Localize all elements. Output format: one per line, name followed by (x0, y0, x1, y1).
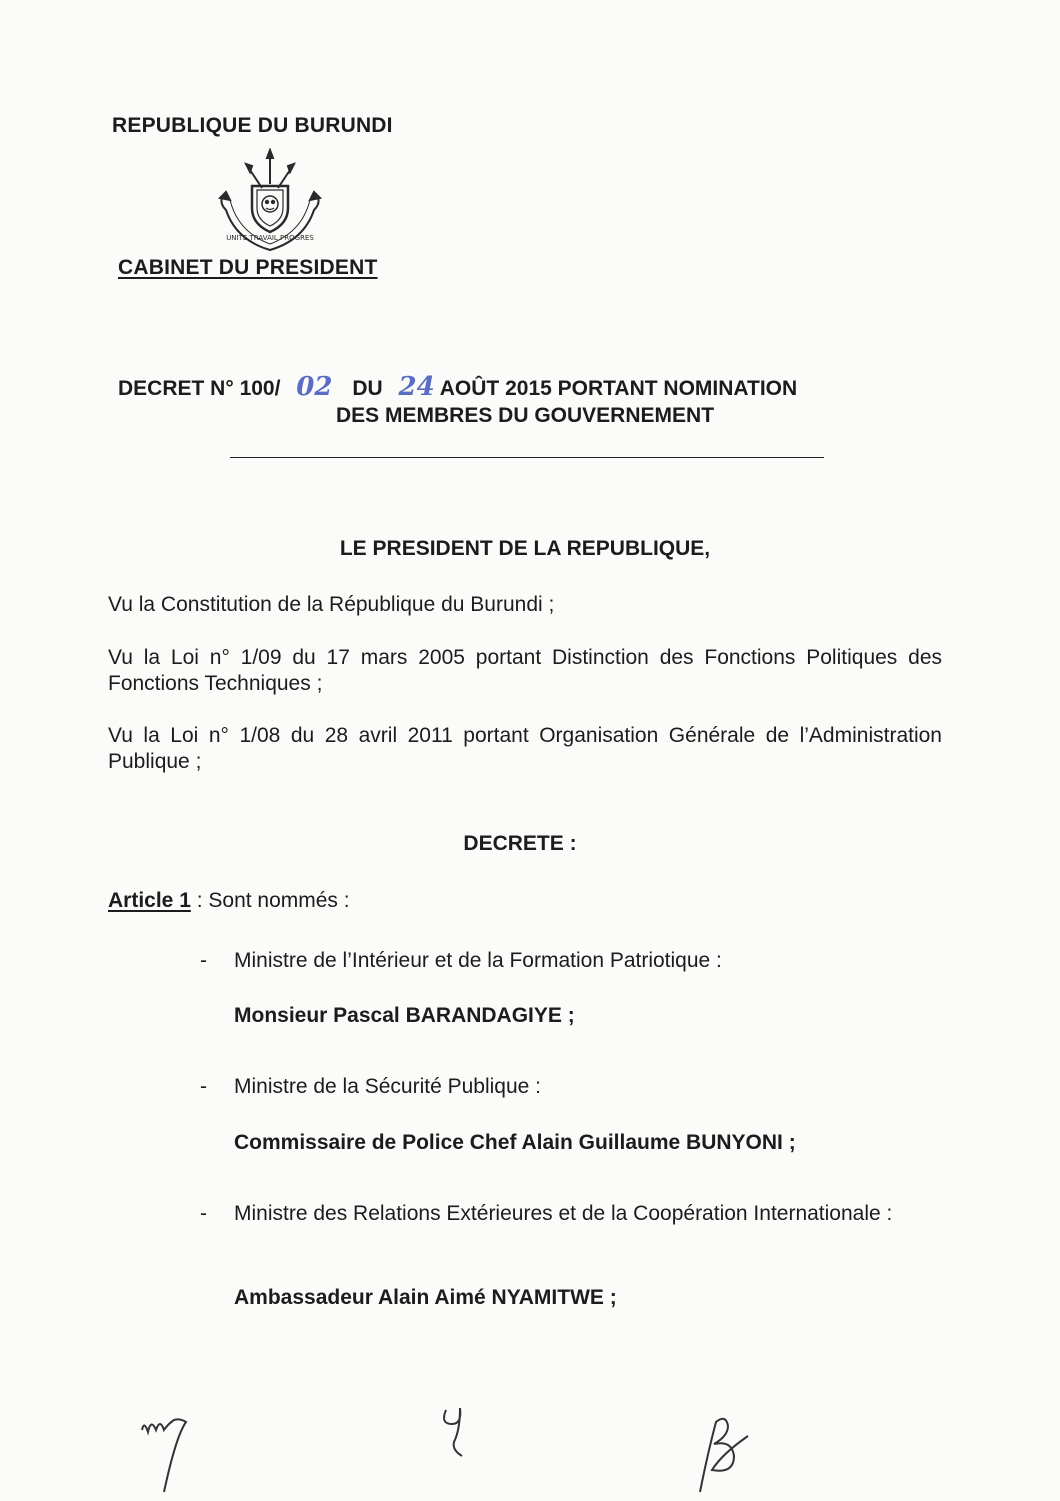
minister-interior-name: Monsieur Pascal BARANDAGIYE ; (234, 1004, 575, 1027)
initial-signature-right-icon (676, 1410, 756, 1496)
list-item-dash: - (200, 1202, 207, 1225)
ministry-security: Ministre de la Sécurité Publique : (234, 1075, 541, 1098)
article-1-label: Article 1 (108, 889, 191, 912)
cabinet-heading: CABINET DU PRESIDENT (118, 256, 378, 279)
initial-signature-center-icon (436, 1404, 476, 1464)
decree-prefix: DECRET N° 100/ (118, 377, 281, 400)
vu-loi-2005: Vu la Loi n° 1/09 du 17 mars 2005 portant Distinction des Fonctions Politiques des Fonctions Techniques ; (108, 646, 942, 695)
article-1 (108, 888, 350, 914)
president-heading: LE PRESIDENT DE LA REPUBLIQUE, (339, 537, 711, 560)
decree-title-line1 (100, 372, 960, 402)
minister-foreign-relations-name: Ambassadeur Alain Aimé NYAMITWE ; (234, 1286, 617, 1309)
emblem-motto: UNITE TRAVAIL PROGRES (226, 234, 314, 242)
minister-security-name: Commissaire de Police Chef Alain Guillaume BUNYONI ; (234, 1131, 796, 1154)
title-divider (230, 457, 824, 458)
vu-constitution: Vu la Constitution de la République du Burundi ; (108, 593, 555, 616)
list-item-dash: - (200, 1075, 207, 1098)
article-1-text: : Sont nommés : (190, 889, 350, 912)
list-item-dash: - (200, 949, 207, 972)
ministry-foreign-relations: Ministre des Relations Extérieures et de la Coopération Internationale : (234, 1202, 893, 1225)
vu-loi-2011: Vu la Loi n° 1/08 du 28 avril 2011 portant Organisation Générale de l’Administration Publique ; (108, 724, 942, 773)
decree-number-handwritten: 02 (296, 372, 333, 402)
decree-title-line2: DES MEMBRES DU GOUVERNEMENT (335, 404, 715, 427)
republic-heading: REPUBLIQUE DU BURUNDI (112, 114, 393, 137)
decree-date-rest: AOÛT 2015 PORTANT NOMINATION (439, 377, 798, 400)
decree-day-handwritten: 24 (398, 372, 435, 402)
decree-du: DU (352, 377, 383, 400)
ministry-interior: Ministre de l’Intérieur et de la Formation Patriotique : (234, 949, 722, 972)
burundi-coat-of-arms-icon (210, 148, 330, 256)
decrete-heading: DECRETE : (463, 832, 577, 855)
initial-signature-left-icon (134, 1408, 194, 1494)
